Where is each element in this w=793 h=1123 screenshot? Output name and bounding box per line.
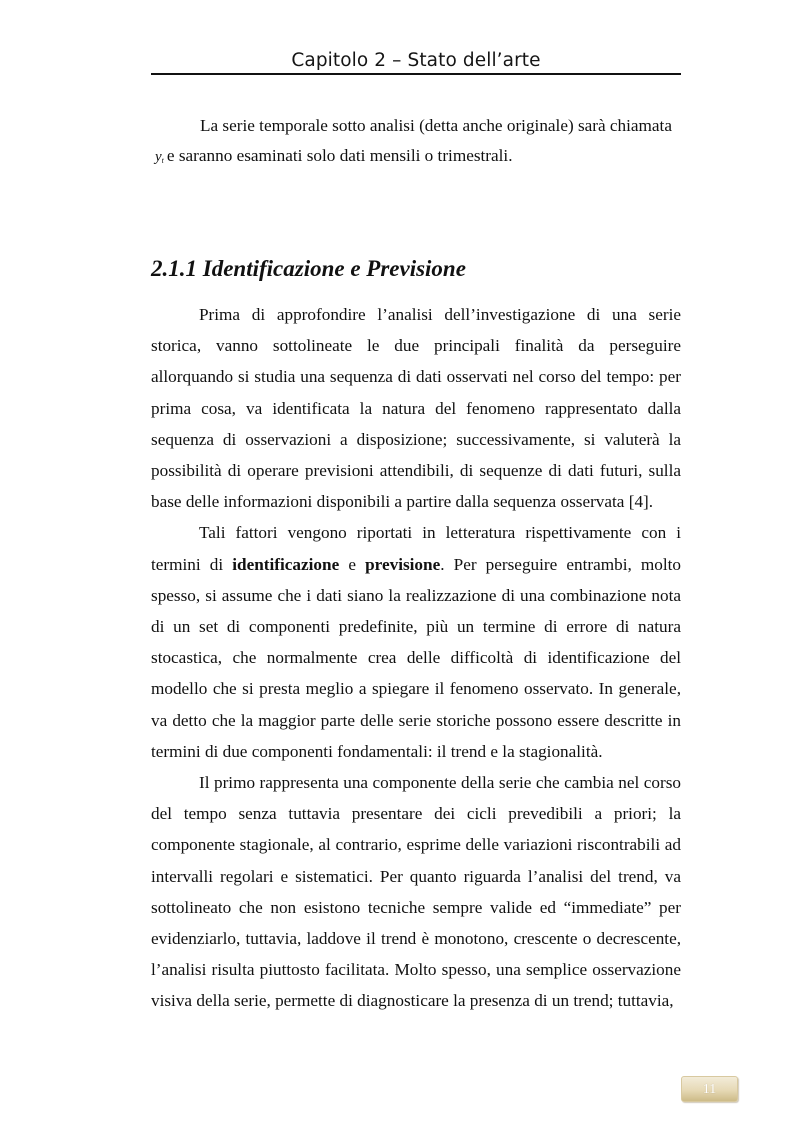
intro-paragraph xyxy=(151,111,681,176)
intro-line-1: La serie temporale sotto analisi (detta anche originale) sarà chiamata xyxy=(200,116,672,135)
series-variable-subscript: t xyxy=(161,156,164,165)
term-previsione: previsione xyxy=(365,554,441,574)
header-rule xyxy=(151,73,681,75)
paragraph-2-start: Tali fattori vengono riportati in letteratura rispettivamente con i termini di xyxy=(151,523,681,574)
paragraph-2-conjunction: e xyxy=(348,554,356,574)
paragraph-2 xyxy=(151,517,681,767)
series-variable-symbol: y xyxy=(155,149,162,165)
paragraph-3: Il primo rappresenta una componente della serie che cambia nel corso del tempo senza tuttavia presentare dei cicli prevedibili a priori; la componente stagionale, al contrario, esprime delle variazioni riscontrabili ad intervalli regolari e sistematici. Per quanto riguarda l’analisi del trend, va sottolineato che non esistono tecniche sempre valide ed “immediate” per evidenziarlo, tuttavia, laddove il trend è monotono, crescente o decrescente, l’analisi risulta piuttosto facilitata. Molto spesso, una semplice osservazione visiva della serie, permette di diagnosticare la presenza di un trend; tuttavia, xyxy=(151,773,681,1011)
chapter-header: Capitolo 2 – Stato dell’arte xyxy=(291,50,541,71)
paragraph-2-rest: . Per perseguire entrambi, molto spesso, si assume che i dati siano la realizzazione di una combinazione nota di un set di componenti predefinite, più un termine di errore di natura stocastica, che normalmente crea delle difficoltà di identificazione del modello che si presta meglio a spiegare il fenomeno osservato. In generale, va detto che la maggior parte delle serie storiche possono essere descritte in termini di due componenti fondamentali: il trend e la stagionalità. xyxy=(151,554,681,761)
page-number-badge: 11 xyxy=(681,1076,738,1102)
section-title: 2.1.1 Identificazione e Previsione xyxy=(151,256,466,281)
section-body xyxy=(151,299,681,1017)
series-variable xyxy=(155,149,164,165)
term-identificazione: identificazione xyxy=(232,554,340,574)
intro-line-2 xyxy=(151,146,513,165)
paragraph-1: Prima di approfondire l’analisi dell’investigazione di una serie storica, vanno sottolineate le due principali finalità da perseguire allorquando si studia una sequenza di dati osservati nel corso del tempo: per prima cosa, va identificata la natura del fenomeno rappresentato dalla sequenza di osservazioni a disposizione; successivamente, si valuterà la possibilità di operare previsioni attendibili, di sequenze di dati futuri, sulla base delle informazioni disponibili a partire dalla sequenza osservata [4]. xyxy=(151,305,681,512)
intro-line-2-text: e saranno esaminati solo dati mensili o trimestrali. xyxy=(166,146,513,165)
